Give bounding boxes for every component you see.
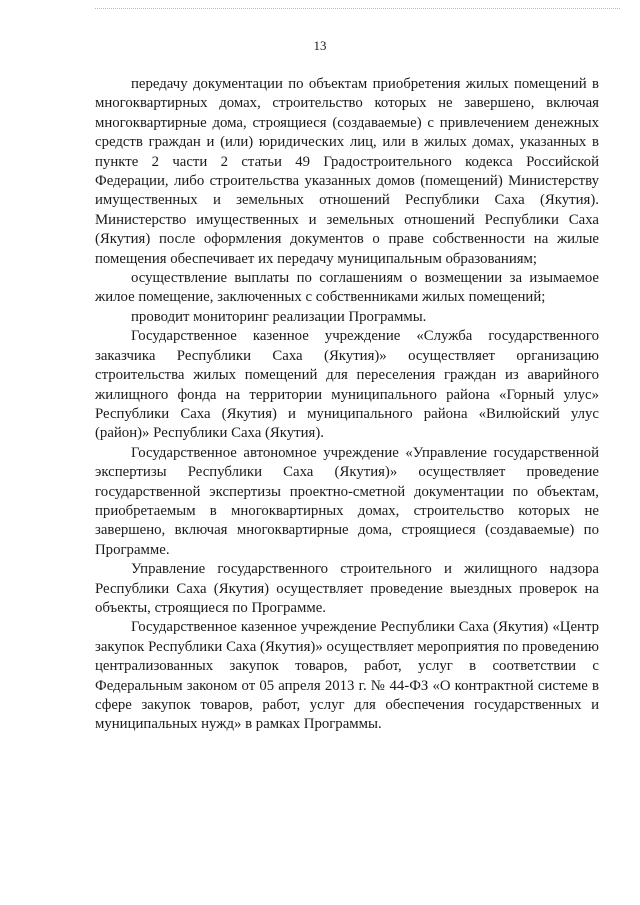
paragraph: Государственное казенное учреждение «Служба государственного заказчика Республики Саха (Якутия)» осуществляет организацию строительства жилых помещений для переселения граждан из аварийного жилищного фонда на территории муниципального района «Горный улус» Республики Саха (Якутия) и муниципального района «Вилюйский улус (район)» Республики Саха (Якутия).	[95, 328, 599, 442]
paragraph: осуществление выплаты по соглашениям о возмещении за изымаемое жилое помещение, заключенных с собственниками жилых помещений;	[95, 270, 599, 306]
paragraph: Управление государственного строительного и жилищного надзора Республики Саха (Якутия) осуществляет проведение выездных проверок на объекты, строящиеся по Программе.	[95, 561, 599, 616]
paragraph: Государственное казенное учреждение Республики Саха (Якутия) «Центр закупок Республики Саха (Якутия)» осуществляет мероприятия по проведению централизованных закупок товаров, работ, услуг в соответствии с Федеральным законом от 05 апреля 2013 г. № 44-ФЗ «О контрактной системе в сфере закупок товаров, работ, услуг для обеспечения государственных и муниципальных нужд» в рамках Программы.	[95, 619, 599, 733]
page-number: 13	[313, 38, 327, 53]
document-body	[95, 75, 599, 735]
scan-artifact	[95, 8, 620, 13]
paragraph: передачу документации по объектам приобретения жилых помещений в многоквартирных домах, строительство которых не завершено, включая многоквартирные дома, строящиеся (создаваемые) с привлечением денежных средств граждан и (или) юридических лиц, или в жилых домах, указанных в пункте 2 части 2 статьи 49 Градостроительного кодекса Российской Федерации, либо строительства указанных домов (помещений) Министерству имущественных и земельных отношений Республики Саха (Якутия). Министерство имущественных и земельных отношений Республики Саха (Якутия) после оформления документов о праве собственности на жилые помещения обеспечивает их передачу муниципальным образованиям;	[95, 76, 599, 267]
paragraph: проводит мониторинг реализации Программы.	[131, 308, 427, 325]
paragraph: Государственное автономное учреждение «Управление государственной экспертизы Республики Саха (Якутия)» осуществляет проведение государственной экспертизы проектно-сметной документации по объектам, приобретаемым в многоквартирных домах, строительство которых не завершено, включая многоквартирные дома, строящиеся (создаваемые) по Программе.	[95, 444, 599, 558]
